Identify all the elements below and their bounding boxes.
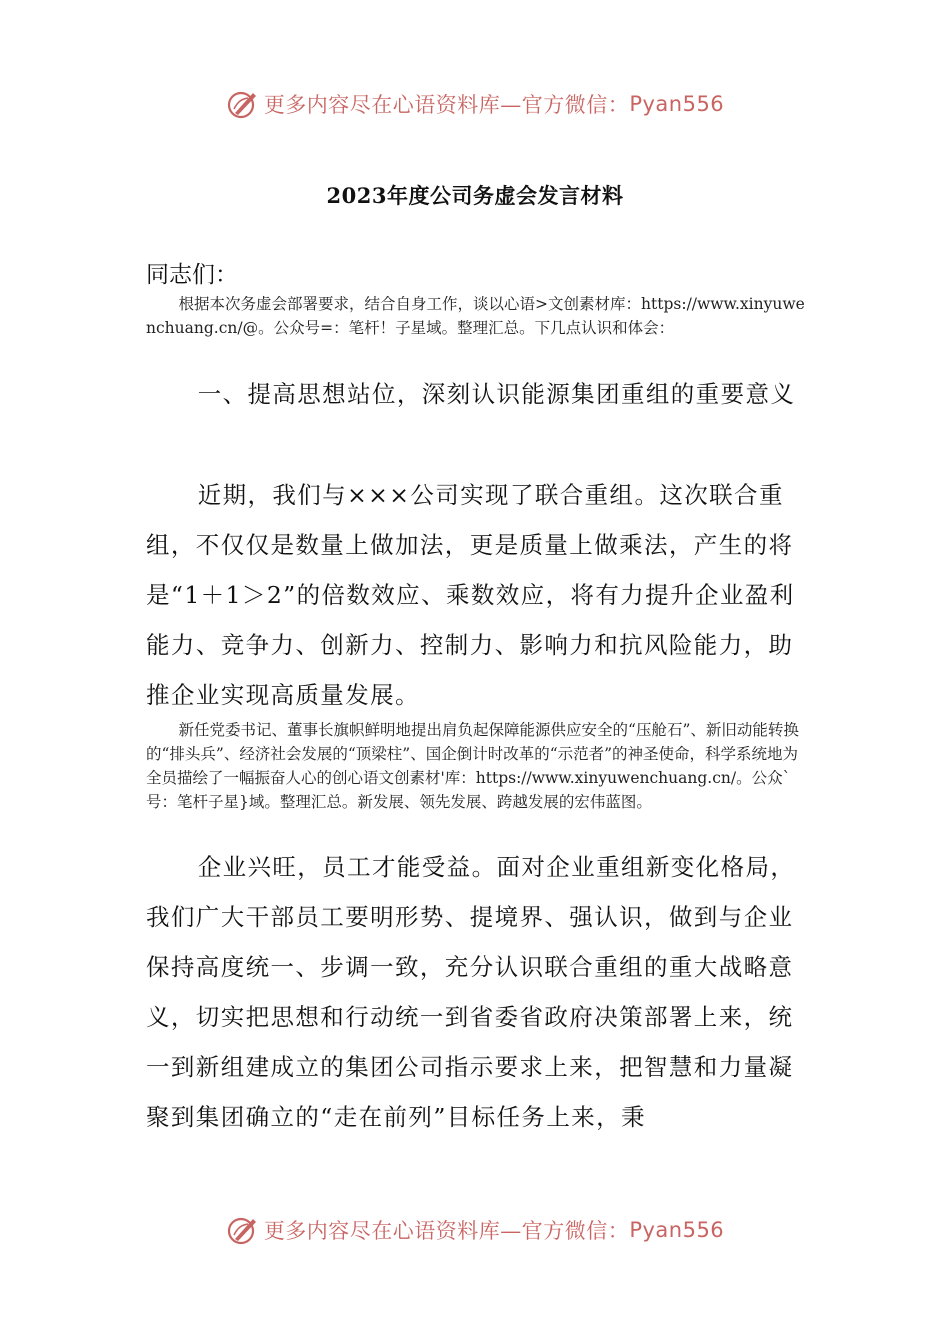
watermark-text: 更多内容尽在心语资料库—官方微信：: [263, 1219, 630, 1243]
pen-logo-icon: [226, 87, 260, 121]
section-heading: 一、提高思想站位，深刻认识能源集团重组的重要意义: [197, 380, 796, 408]
greeting: 同志们：: [146, 262, 238, 288]
watermark-wechat-id: Pyan556: [629, 1218, 725, 1242]
body-paragraph-3: 企业兴旺，员工才能受益。面对企业重组新变化格局，我们广大干部员工要明形势、提境界、强认识，做到与企业保持高度统一、步调一致，充分认识联合重组的重大战略意义，切实把思想和行动统一到省委省政府决策部署上来，统一到新组建成立的集团公司指示要求上来，把智慧和力量凝聚到集团确立的“走在前列”目标任务上来，秉: [146, 853, 796, 1131]
intro-paragraph: 根据本次务虚会部署要求，结合自身工作，谈以心语>文创素材库：https://www.xinyuwenchuang.cn/@。公众号=：笔杆！子星域。整理汇总。下几点认识和体会：: [146, 295, 805, 337]
footer-watermark: [0, 1210, 950, 1250]
body-paragraph-2: 新任党委书记、董事长旗帜鲜明地提出肩负起保障能源供应安全的“压舱石”、新旧动能转换的“排头兵”、经济社会发展的“顶梁柱”、国企倒计时改革的“示范者”的神圣使命，科学系统地为全员描绘了一幅振奋人心的创心语文创素材'库：https://www.xinyuwenchuang.cn/。公众`号：笔杆子星}域。整理汇总。新发展、领先发展、跨越发展的宏伟蓝图。: [146, 721, 799, 811]
document-title: 2023年度公司务虚会发言材料: [326, 183, 624, 208]
body-paragraph-1: 近期，我们与×××公司实现了联合重组。这次联合重组，不仅仅是数量上做加法，更是质量上做乘法，产生的将是“1＋1＞2”的倍数效应、乘数效应，将有力提升企业盈利能力、竞争力、创新力、控制力、影响力和抗风险能力，助推企业实现高质量发展。: [146, 481, 795, 709]
header-watermark: [0, 84, 950, 124]
watermark-text: 更多内容尽在心语资料库—官方微信：: [263, 93, 630, 117]
pen-logo-icon: [226, 1213, 260, 1247]
watermark-wechat-id: Pyan556: [629, 92, 725, 116]
